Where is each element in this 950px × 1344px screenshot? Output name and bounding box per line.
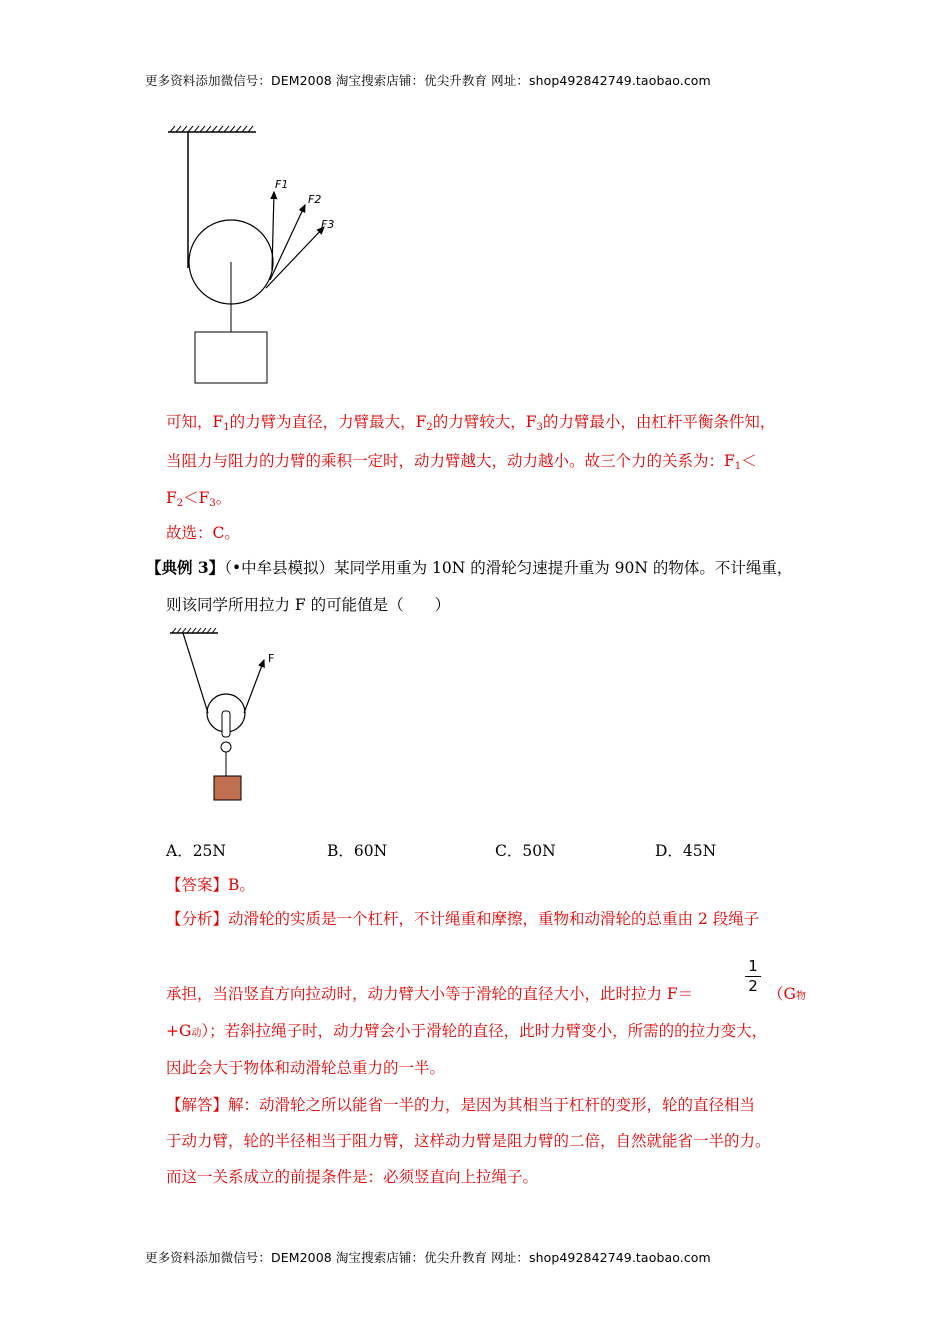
analysis-line-1: 【分析】动滑轮的实质是一个杠杆，不计绳重和摩擦，重物和动滑轮的总重由 2 段绳子: [166, 910, 760, 928]
example3-line-2: 则该同学所用拉力 F 的可能值是（ ）: [166, 596, 451, 614]
analysis-line-3: +G动）；若斜拉绳子时，动力臂会小于滑轮的直径，此时力臂变小，所需的的拉力变大，: [166, 1022, 768, 1040]
weight-block: [195, 332, 267, 383]
ceiling-2: [170, 628, 218, 633]
example3-tag: 【典例 3】: [146, 558, 225, 577]
label-f2: F2: [308, 193, 322, 206]
option-a[interactable]: A．25N: [166, 842, 226, 860]
label-f3: F3: [321, 218, 335, 231]
ceiling: [168, 126, 256, 132]
solution-line-1: 可知，$F_1$的力臂为直径，力臂最大，$F_2$的力臂较大，$F_3$的力臂最小，由杠杆平衡条件知，: [166, 413, 776, 433]
page-header: 更多资料添加微信号：DEM2008 淘宝搜索店铺：优尖升教育 网址：shop492842749.taobao.com: [145, 73, 711, 88]
pulley-frame: [222, 711, 230, 737]
option-b[interactable]: B．60N: [327, 842, 388, 860]
option-c[interactable]: C．50N: [495, 842, 556, 860]
label-f: F: [268, 652, 275, 665]
solve-line-1: 【解答】解：动滑轮之所以能省一半的力，是因为其相当于杠杆的变形，轮的直径相当: [166, 1096, 756, 1114]
answer-tag: 【答案】: [166, 876, 229, 894]
option-d[interactable]: D．45N: [655, 842, 717, 860]
page-footer: 更多资料添加微信号：DEM2008 淘宝搜索店铺：优尖升教育 网址：shop492842749.taobao.com: [145, 1250, 711, 1265]
load-block: [214, 776, 241, 800]
solve-line-3: 而这一关系成立的前提条件是：必须竖直向上拉绳子。: [166, 1168, 539, 1186]
solution-choice: 故选：C。: [166, 524, 240, 542]
analysis-tag: 【分析】: [166, 910, 229, 928]
analysis-line-4: 因此会大于物体和动滑轮总重力的一半。: [166, 1059, 446, 1077]
rope-left: [183, 633, 208, 713]
pulley-force-diagram: [160, 120, 360, 390]
answer-line: 【答案】B。: [166, 876, 255, 894]
solution-line-3: $F_2<F_3$。: [166, 489, 232, 509]
hook: [221, 742, 231, 752]
movable-pulley-diagram: [165, 625, 295, 805]
rope-right: [244, 660, 264, 713]
analysis-line-2-tail: （G物: [768, 985, 806, 1003]
analysis-line-2: 承担，当沿竖直方向拉动时，动力臂大小等于滑轮的直径大小，此时拉力 F＝: [166, 985, 694, 1003]
fraction-one-half: 1 2: [745, 958, 761, 995]
example3-line-1: 【典例 3】（•中牟县模拟）某同学用重为 10N 的滑轮匀速提升重为 90N 的物体。不计绳重，: [146, 558, 793, 577]
solve-line-2: 于动力臂，轮的半径相当于阻力臂，这样动力臂是阻力臂的二倍，自然就能省一半的力。: [166, 1132, 771, 1150]
solve-tag: 【解答】: [166, 1096, 229, 1114]
solution-line-2: 当阻力与阻力的力臂的乘积一定时，动力臂越大，动力越小。故三个力的关系为：$F_1<$: [166, 452, 757, 472]
force-f2-arrow: [270, 205, 305, 280]
label-f1: F1: [275, 178, 289, 191]
force-f3-arrow: [266, 227, 324, 288]
